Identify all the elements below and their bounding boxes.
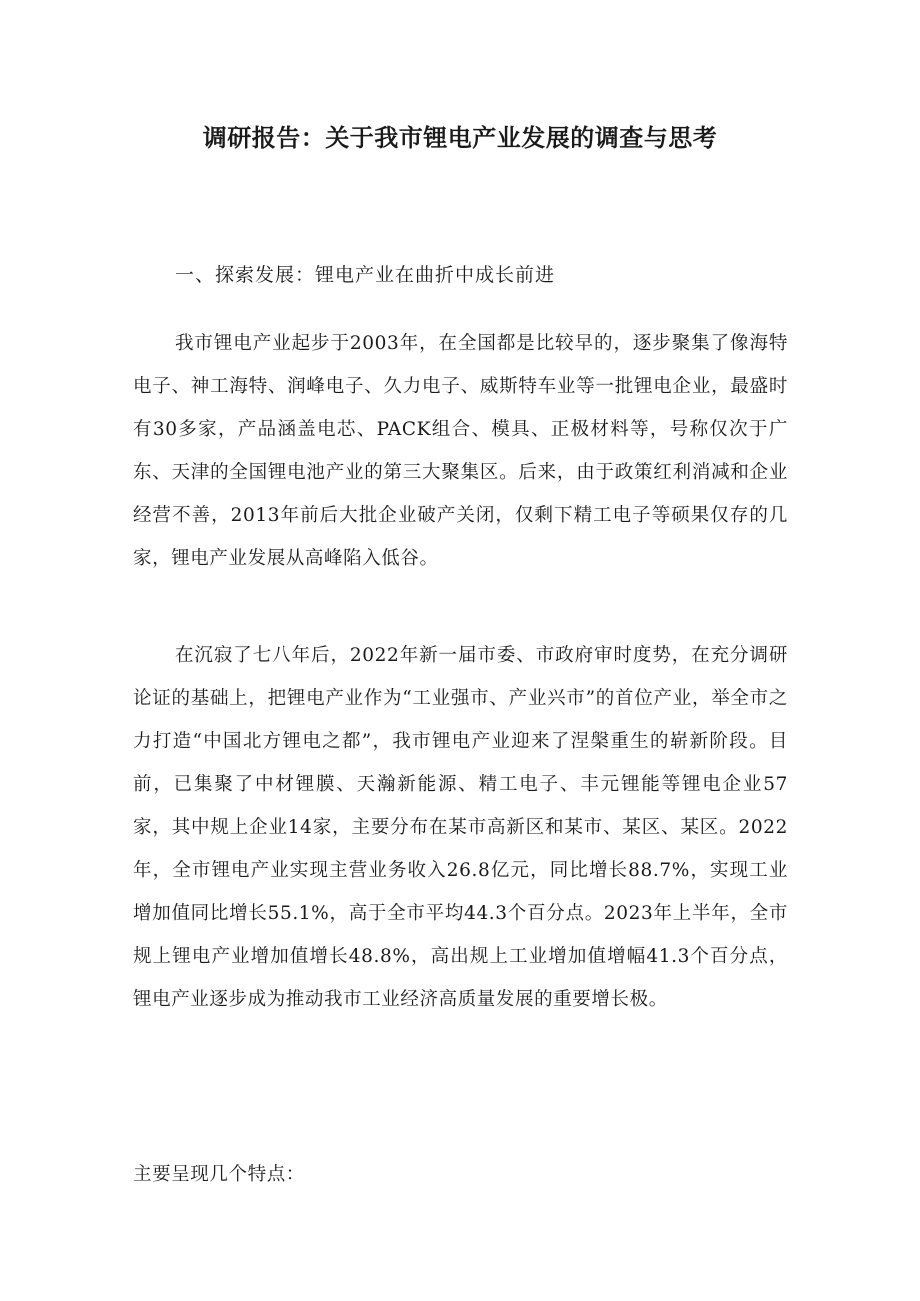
paragraph-history: 我市锂电产业起步于2003年，在全国都是比较早的，逐步聚集了像海特电子、神工海特、润峰电子、久力电子、威斯特车业等一批锂电企业，最盛时有30多家，产品涵盖电芯、PACK组合、模具、正极材料等，号称仅次于广东、天津的全国锂电池产业的第三大聚集区。后来，由于政策红利消减和企业经营不善，2013年前后大批企业破产关闭，仅剩下精工电子等硕果仅存的几家，锂电产业发展从高峰陷入低谷。 <box>133 333 788 569</box>
section-heading: 一、探索发展：锂电产业在曲折中成长前进 <box>175 264 556 286</box>
paragraph-features-intro: 主要呈现几个特点： <box>133 1164 305 1185</box>
paragraph-current-status: 在沉寂了七八年后，2022年新一届市委、市政府审时度势，在充分调研论证的基础上，把锂电产业作为“工业强市、产业兴市”的首位产业，举全市之力打造“中国北方锂电之都”，我市锂电产业迎来了涅槃重生的崭新阶段。目前，已集聚了中材锂膜、天瀚新能源、精工电子、丰元锂能等锂电企业57家，其中规上企业14家，主要分布在某市高新区和某市、某区、某区。2022年，全市锂电产业实现主营业务收入26.8亿元，同比增长88.7%，实现工业增加值同比增长55.1%，高于全市平均44.3个百分点。2023年上半年，全市规上锂电产业增加值增长48.8%，高出规上工业增加值增幅41.3个百分点，锂电产业逐步成为推动我市工业经济高质量发展的重要增长极。 <box>133 645 788 1010</box>
document-title: 调研报告：关于我市锂电产业发展的调查与思考 <box>202 124 718 152</box>
